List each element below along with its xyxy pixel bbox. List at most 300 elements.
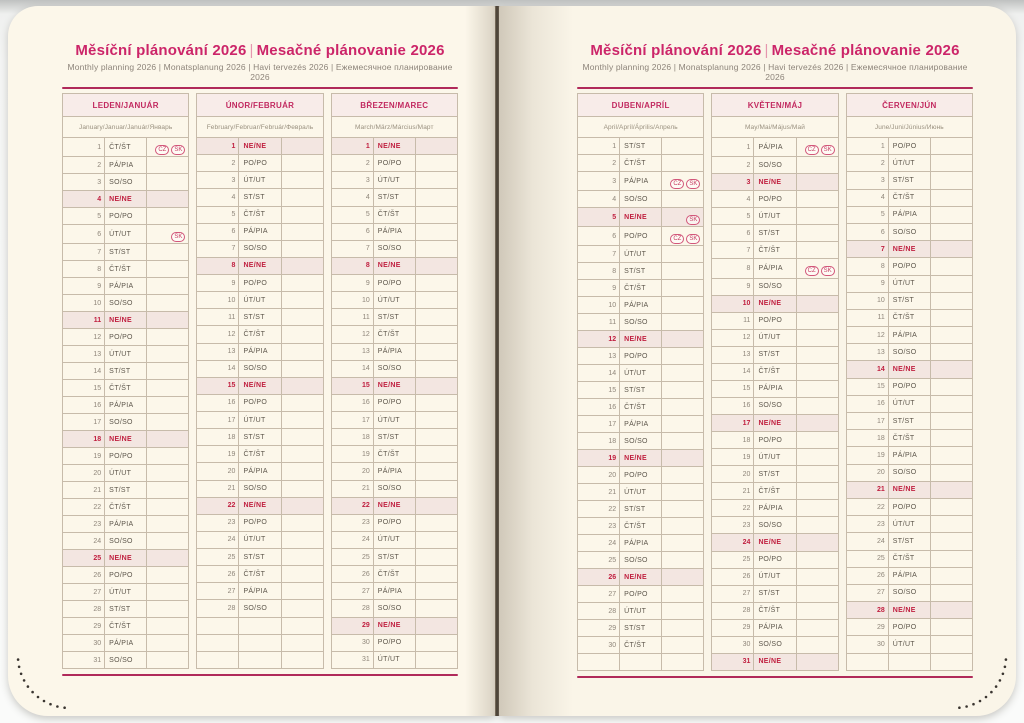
day-row [846,155,972,172]
day-number: 10 [197,292,239,309]
note-cell [415,275,457,292]
day-row [197,257,323,274]
day-row [712,534,838,551]
note-cell [796,397,838,414]
month-name: DUBEN/APRÍL [578,94,704,117]
day-number: 13 [712,346,754,363]
note-cell [796,534,838,551]
day-number: 7 [331,240,373,257]
day-abbrev: ČT/ŠT [105,261,147,278]
day-abbrev: ÚT/UT [105,225,147,244]
note-cell [930,584,972,601]
day-abbrev: ÚT/UT [888,516,930,533]
day-number: 26 [63,567,105,584]
holiday-badge-cz: CZ [805,266,819,276]
day-row [63,329,189,346]
day-number: 18 [578,433,620,450]
day-row [197,480,323,497]
day-abbrev: ST/ST [373,189,415,206]
day-abbrev: PO/PO [105,208,147,225]
day-abbrev: SO/SO [105,295,147,312]
day-row [63,533,189,550]
day-row [846,550,972,567]
day-number: 9 [331,275,373,292]
day-number: 30 [331,634,373,651]
note-cell [415,206,457,223]
note-cell [796,157,838,174]
day-row [331,566,457,583]
day-abbrev: ÚT/UT [754,449,796,466]
day-row [846,292,972,309]
note-cell [930,138,972,155]
day-row [331,412,457,429]
day-number: 29 [712,619,754,636]
day-abbrev: PÁ/PIA [888,567,930,584]
note-cell [147,157,189,174]
day-row [846,636,972,653]
day-number: 20 [197,463,239,480]
day-abbrev: NE/NE [239,257,281,274]
day-number: 7 [712,242,754,259]
day-abbrev: NE/NE [754,534,796,551]
day-abbrev: NE/NE [888,602,930,619]
day-abbrev: PO/PO [888,498,930,515]
day-number: 30 [712,636,754,653]
day-row [846,275,972,292]
day-row [578,416,704,433]
note-cell [930,155,972,172]
day-abbrev: NE/NE [373,617,415,634]
day-row [578,138,704,155]
note-cell [147,414,189,431]
day-number: 15 [197,377,239,394]
note-cell [281,206,323,223]
note-cell [930,172,972,189]
day-row [63,157,189,174]
note-cell [796,225,838,242]
day-row [63,550,189,567]
day-abbrev: NE/NE [105,312,147,329]
day-number: 1 [63,138,105,157]
day-number: 6 [331,223,373,240]
day-abbrev: PÁ/PIA [754,138,796,157]
note-cell [281,531,323,548]
note-cell [147,431,189,448]
day-number: 1 [846,138,888,155]
day-abbrev: ČT/ŠT [888,309,930,326]
day-abbrev: ÚT/UT [620,246,662,263]
day-number: 1 [331,138,373,155]
holiday-badge-sk: SK [171,145,185,155]
day-number: 5 [712,208,754,225]
day-row [197,292,323,309]
holiday-badge-sk: SK [686,234,700,244]
day-abbrev: PÁ/PIA [239,583,281,600]
day-abbrev: NE/NE [754,295,796,312]
day-row [63,465,189,482]
day-row [331,514,457,531]
day-row [331,138,457,155]
day-number: 13 [63,346,105,363]
day-abbrev: ST/ST [239,429,281,446]
day-number: 4 [63,191,105,208]
note-cell [147,138,189,157]
note-cell [662,535,704,552]
footer-rule [577,676,973,678]
note-cell [281,549,323,566]
day-abbrev: ČT/ŠT [620,155,662,172]
day-row [63,516,189,533]
day-number: 31 [331,651,373,668]
day-row [846,567,972,584]
month-languages: January/Januar/Január/Январь [63,117,189,138]
note-cell [796,346,838,363]
month-name: KVĚTEN/MÁJ [712,94,838,117]
day-number: 16 [846,395,888,412]
note-cell [281,309,323,326]
day-number: 25 [331,549,373,566]
day-row [578,450,704,467]
day-abbrev: NE/NE [888,361,930,378]
day-row [846,447,972,464]
note-cell [281,172,323,189]
day-row [197,583,323,600]
note-cell [281,155,323,172]
day-row [712,278,838,295]
page-title [577,42,973,59]
day-row [846,189,972,206]
day-number: 26 [331,566,373,583]
day-number: 9 [63,278,105,295]
day-number: 28 [578,603,620,620]
day-number: 11 [63,312,105,329]
day-row [578,535,704,552]
day-number: 29 [63,618,105,635]
day-number: 7 [63,244,105,261]
day-number: 25 [578,552,620,569]
day-abbrev: ČT/ŠT [373,446,415,463]
day-number: 23 [331,514,373,531]
day-abbrev: ÚT/UT [373,531,415,548]
day-abbrev: PO/PO [754,191,796,208]
note-cell [796,517,838,534]
day-number: 3 [197,172,239,189]
note-cell [147,174,189,191]
note-cell [662,484,704,501]
day-number: 9 [197,275,239,292]
day-number: 24 [846,533,888,550]
day-number: 9 [712,278,754,295]
note-cell [281,360,323,377]
note-cell [930,395,972,412]
note-cell [796,242,838,259]
day-row [63,482,189,499]
day-number: 22 [63,499,105,516]
day-row [846,464,972,481]
day-number: 13 [846,344,888,361]
day-number [578,654,620,671]
day-row [578,297,704,314]
day-abbrev: ST/ST [620,382,662,399]
day-abbrev: SO/SO [620,433,662,450]
day-number: 27 [846,584,888,601]
day-row [197,497,323,514]
day-abbrev [888,653,930,670]
day-abbrev: SO/SO [105,652,147,669]
day-number: 27 [197,583,239,600]
day-abbrev: PÁ/PIA [373,223,415,240]
day-number: 2 [712,157,754,174]
note-cell [796,174,838,191]
day-row [331,634,457,651]
note-cell [796,363,838,380]
day-row [712,397,838,414]
day-abbrev: PO/PO [888,258,930,275]
day-number: 13 [578,348,620,365]
note-cell [415,549,457,566]
day-abbrev: PO/PO [373,394,415,411]
day-abbrev: NE/NE [373,138,415,155]
note-cell [930,430,972,447]
note-cell [147,584,189,601]
day-number: 11 [197,309,239,326]
day-abbrev: PÁ/PIA [620,172,662,191]
day-abbrev: ST/ST [239,189,281,206]
note-cell [147,448,189,465]
day-number: 1 [578,138,620,155]
day-number: 16 [197,394,239,411]
day-abbrev: NE/NE [373,257,415,274]
day-row [846,223,972,240]
day-abbrev: PÁ/PIA [620,416,662,433]
day-row [712,415,838,432]
day-row [331,463,457,480]
day-abbrev: ÚT/UT [105,346,147,363]
day-number: 23 [63,516,105,533]
note-cell [796,500,838,517]
day-abbrev: ČT/ŠT [620,280,662,297]
day-abbrev: ST/ST [620,501,662,518]
day-number: 21 [846,481,888,498]
day-number: 10 [578,297,620,314]
note-cell [281,497,323,514]
day-abbrev: SO/SO [239,600,281,617]
day-number: 5 [63,208,105,225]
day-number: 10 [712,295,754,312]
day-abbrev: NE/NE [620,331,662,348]
note-cell [147,635,189,652]
day-abbrev: PÁ/PIA [754,380,796,397]
day-number: 2 [63,157,105,174]
day-number: 16 [712,397,754,414]
page-subtitle: Monthly planning 2026 | Monatsplanung 2026 | Havi tervezés 2026 | Ежемесячное планирование 2026 [67,62,453,82]
day-number: 5 [846,206,888,223]
day-number: 15 [63,380,105,397]
day-number [197,651,239,668]
day-row [712,380,838,397]
day-abbrev: PO/PO [620,467,662,484]
day-number: 27 [578,586,620,603]
day-row [197,429,323,446]
months-grid-right [577,93,973,671]
note-cell [930,550,972,567]
day-row [578,263,704,280]
day-number: 25 [846,550,888,567]
day-row [331,617,457,634]
day-number: 11 [712,312,754,329]
day-number: 20 [331,463,373,480]
note-cell [796,432,838,449]
day-number: 29 [331,617,373,634]
day-number: 27 [712,585,754,602]
day-abbrev: PO/PO [620,348,662,365]
day-row [63,261,189,278]
note-cell [147,397,189,414]
day-number: 28 [197,600,239,617]
note-cell [930,567,972,584]
day-abbrev: PO/PO [105,567,147,584]
note-cell [662,552,704,569]
note-cell [281,566,323,583]
note-cell [796,619,838,636]
day-abbrev: ČT/ŠT [105,380,147,397]
note-cell [662,208,704,227]
note-cell [147,618,189,635]
day-row [197,189,323,206]
day-abbrev: ČT/ŠT [105,138,147,157]
day-number: 21 [712,483,754,500]
day-number: 4 [712,191,754,208]
day-number: 12 [712,329,754,346]
day-number: 28 [63,601,105,618]
day-row [578,280,704,297]
planner-right-page [499,6,1016,716]
note-cell [662,155,704,172]
day-abbrev: ÚT/UT [888,636,930,653]
day-abbrev: PO/PO [888,138,930,155]
day-abbrev: NE/NE [105,191,147,208]
day-number: 15 [331,377,373,394]
day-row [63,208,189,225]
day-abbrev [620,654,662,671]
day-number: 22 [197,497,239,514]
day-row [712,483,838,500]
note-cell [930,292,972,309]
day-abbrev: ST/ST [239,309,281,326]
day-abbrev: PO/PO [105,448,147,465]
day-row [712,551,838,568]
day-number: 21 [578,484,620,501]
day-row [712,208,838,225]
note-cell [930,223,972,240]
note-cell [662,586,704,603]
note-cell [147,295,189,312]
note-cell [930,344,972,361]
day-abbrev: ST/ST [754,466,796,483]
day-abbrev: PÁ/PIA [373,583,415,600]
note-cell [662,467,704,484]
day-number: 22 [578,501,620,518]
note-cell [281,223,323,240]
day-abbrev: SO/SO [888,464,930,481]
day-number: 14 [578,365,620,382]
day-row [846,516,972,533]
title-slovak: Mesačné plánovanie 2026 [771,42,960,59]
day-abbrev: ČT/ŠT [754,363,796,380]
day-number: 4 [846,189,888,206]
holiday-badge-cz: CZ [155,145,169,155]
day-abbrev: ČT/ŠT [373,566,415,583]
holiday-badge-sk: SK [686,215,700,225]
day-row [578,208,704,227]
day-row [712,602,838,619]
day-abbrev: ÚT/UT [620,484,662,501]
day-number: 31 [63,652,105,669]
note-cell [147,516,189,533]
day-row [846,327,972,344]
note-cell [930,378,972,395]
day-abbrev: ČT/ŠT [888,430,930,447]
day-row [331,155,457,172]
note-cell [281,138,323,155]
day-abbrev: SO/SO [888,344,930,361]
day-abbrev: NE/NE [754,174,796,191]
day-row [712,449,838,466]
note-cell [415,497,457,514]
day-abbrev: ČT/ŠT [239,446,281,463]
day-number: 4 [197,189,239,206]
day-number: 24 [331,531,373,548]
note-cell [796,602,838,619]
day-number: 21 [63,482,105,499]
day-number [197,634,239,651]
day-number: 8 [578,263,620,280]
day-abbrev: SO/SO [105,174,147,191]
day-number: 15 [712,380,754,397]
note-cell [662,637,704,654]
day-row [63,191,189,208]
day-abbrev: ÚT/UT [239,292,281,309]
note-cell [662,620,704,637]
month-table [846,93,973,671]
note-cell [281,394,323,411]
day-number: 12 [846,327,888,344]
day-number: 2 [197,155,239,172]
day-abbrev: ST/ST [105,601,147,618]
day-row [197,549,323,566]
day-abbrev: SO/SO [620,314,662,331]
note-cell [415,617,457,634]
day-row [846,430,972,447]
note-cell [281,326,323,343]
day-abbrev: SO/SO [620,191,662,208]
note-cell [796,208,838,225]
day-row [197,377,323,394]
note-cell [147,465,189,482]
day-abbrev: PO/PO [373,155,415,172]
day-number: 29 [846,619,888,636]
empty-row [197,634,323,651]
day-number: 13 [331,343,373,360]
note-cell [796,191,838,208]
holiday-badge-sk: SK [821,266,835,276]
day-number: 10 [846,292,888,309]
day-number: 11 [578,314,620,331]
note-cell [415,292,457,309]
day-number: 20 [578,467,620,484]
day-abbrev: PÁ/PIA [239,223,281,240]
day-number: 8 [197,257,239,274]
